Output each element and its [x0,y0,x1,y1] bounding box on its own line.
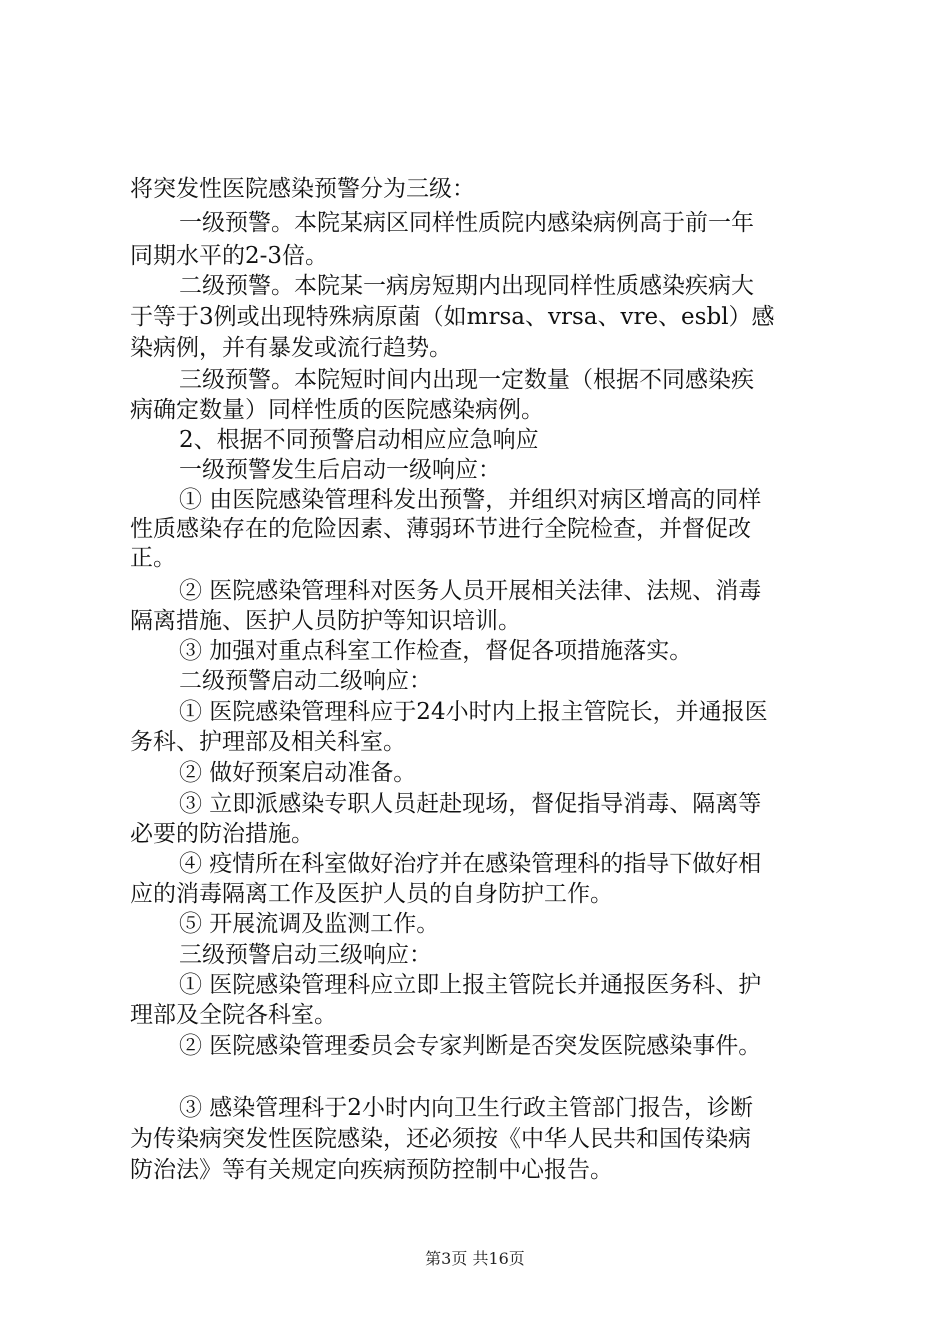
text-line: 理部及全院各科室。 [130,1002,337,1028]
text-line: 防治法》等有关规定向疾病预防控制中心报告。 [130,1157,613,1183]
text-line: 将突发性医院感染预警分为三级： [130,176,475,202]
text-line: 三级预警。本院短时间内出现一定数量（根据不同感染疾 [179,367,754,393]
text-line: 于等于3例或出现特殊病原菌（如mrsa、vrsa、vre、esbl）感 [130,304,775,330]
text-line: 病确定数量）同样性质的医院感染病例。 [130,397,544,423]
list-item: ④ 疫情所在科室做好治疗并在感染管理科的指导下做好相 [179,851,762,877]
text-line: 染病例，并有暴发或流行趋势。 [130,335,452,361]
page-number-footer: 第3页 共16页 [425,1249,525,1268]
list-item: ① 医院感染管理科应立即上报主管院长并通报医务科、护 [179,972,762,998]
text-line: 应的消毒隔离工作及医护人员的自身防护工作。 [130,881,613,907]
text-line: 性质感染存在的危险因素、薄弱环节进行全院检查，并督促改 [130,516,751,542]
text-line: 必要的防治措施。 [130,821,314,847]
list-item: ② 医院感染管理委员会专家判断是否突发医院感染事件。 [179,1033,762,1059]
text-line: 二级预警启动二级响应： [179,668,432,694]
list-item: ⑤ 开展流调及监测工作。 [179,911,440,937]
text-line: 二级预警。本院某一病房短期内出现同样性质感染疾病大 [179,273,754,299]
list-item: ① 医院感染管理科应于24小时内上报主管院长，并通报医 [179,699,768,725]
list-item: ② 医院感染管理科对医务人员开展相关法律、法规、消毒 [179,578,762,604]
text-line: 务科、护理部及相关科室。 [130,729,406,755]
list-item: ① 由医院感染管理科发出预警，并组织对病区增高的同样 [179,487,762,513]
text-line: 同期水平的2-3倍。 [130,243,329,269]
text-line: 一级预警发生后启动一级响应： [179,457,501,483]
list-item: ③ 立即派感染专职人员赶赴现场，督促指导消毒、隔离等 [179,791,762,817]
text-line: 隔离措施、医护人员防护等知识培训。 [130,608,521,634]
text-line: 一级预警。本院某病区同样性质院内感染病例高于前一年 [179,210,754,236]
list-item: ③ 感染管理科于2小时内向卫生行政主管部门报告，诊断 [179,1095,753,1121]
list-item: ③ 加强对重点科室工作检查，督促各项措施落实。 [179,638,693,664]
text-line: 为传染病突发性医院感染，还必须按《中华人民共和国传染病 [130,1126,751,1152]
section-heading: 2、根据不同预警启动相应应急响应 [179,427,539,453]
list-item: ② 做好预案启动准备。 [179,760,417,786]
text-line: 正。 [130,545,176,571]
text-line: 三级预警启动三级响应： [179,942,432,968]
